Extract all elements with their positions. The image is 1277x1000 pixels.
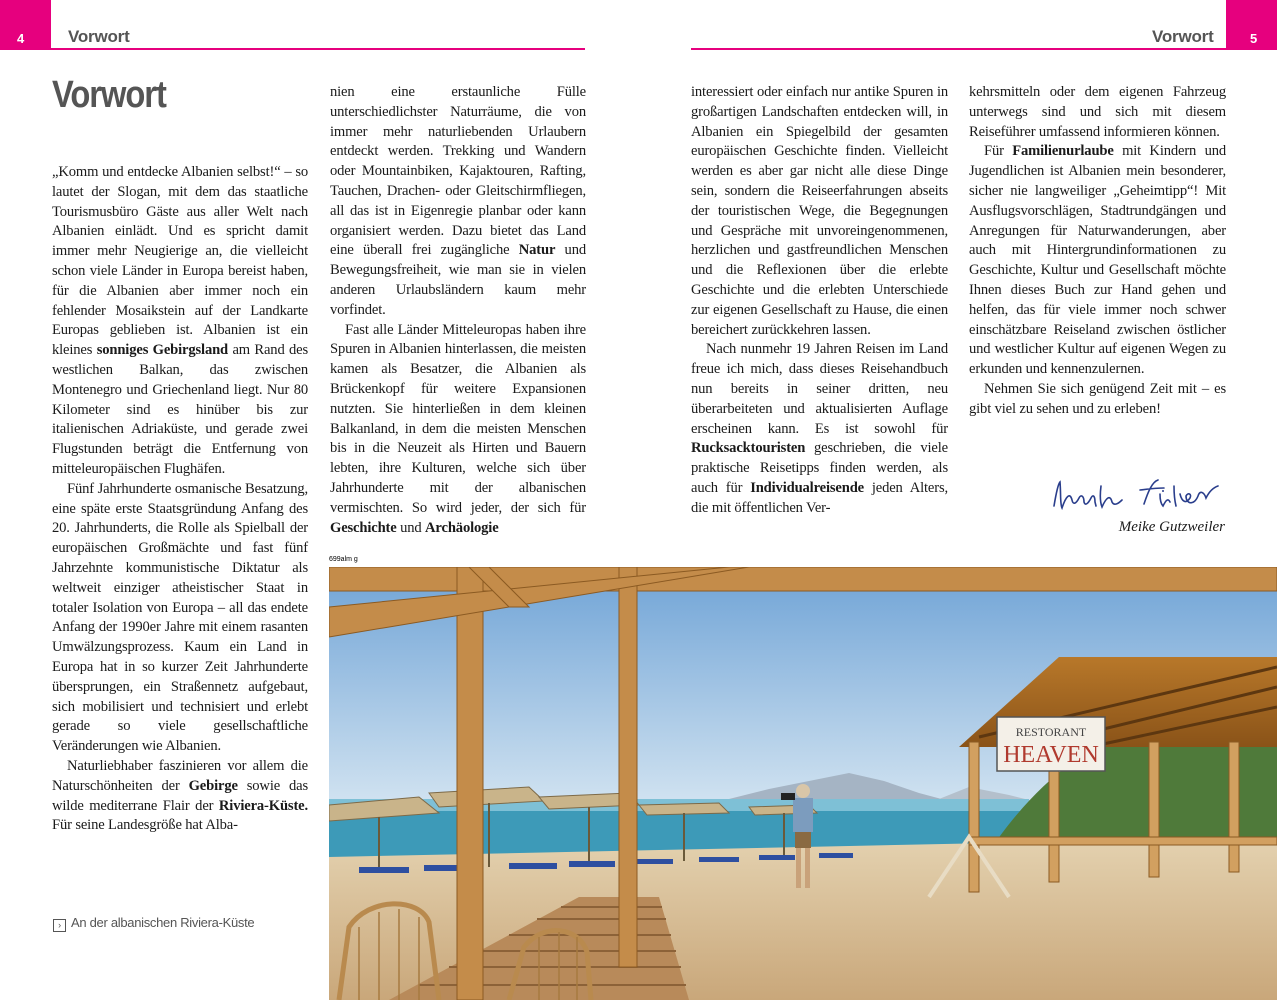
right-running-head: Vorwort <box>1152 27 1214 46</box>
paragraph: Fast alle Länder Mitteleuropas haben ihre Spuren in Albanien hinterlassen, die meisten kamen als Besatzer, die Albanien als Brückenkopf für weitere Expansionen nutzten. Sie hinterließen in dem kleinen Balkanland, in dem die meisten Menschen bis in die Neuzeit als Hirten und Bauern lebten, ihre Kulturen, welche sich über Jahrhunderte mit der albanischen vermischten. So wird jeder, der sich für Geschichte und Archäologie <box>330 321 586 536</box>
signature-image <box>1048 474 1228 516</box>
photo-credit: 699alm g <box>329 556 358 563</box>
paragraph: Fünf Jahrhunderte osmanische Besatzung, eine späte erste Staatsgründung Anfang des 20. Jahrhunderts, die Rolle als Spielball der europäischen Großmächte und fast fünf Jahrzehnte kommunistische Diktatur als weltweit einziger atheistischer Staat in totaler Isolation von Europa – all das endete Anfang der 1990er Jahre mit einem rasanten Umwälzungsprozess. Kaum ein Land in Europa hat in so kurzer Zeit Jahrhunderte übersprungen, ein Straßennetz aufgebaut, sich mobilisiert und technisiert und erlebt gerade so viele gesellschaftliche Veränderungen wie Albanien. <box>52 480 308 755</box>
beach-photo <box>329 567 1277 1000</box>
paragraph: interessiert oder einfach nur antike Spuren in großartigen Landschaften entdecken will, in Albanien ein Spiegelbild der gesamten europäischen Geschichte finden. Vielleicht werden es aber gar nicht alle diese Dinge sein, sondern die Reiseerfahrungen abseits der touristischen Wege, die Begegnungen und Gespräche mit unvoreingenommenen, herzlichen und gastfreundlichen Menschen und die Reflexionen über die erlebte Geschichte und die erlebten Unterschiede zur eigenen Gesellschaft zu Hause, die einen bereichert zurückkehren lassen. <box>691 84 948 338</box>
right-page-number: 5 <box>1250 31 1258 46</box>
left-page-number: 4 <box>17 31 25 46</box>
restaurant-sign-line2: HEAVEN <box>1003 742 1099 768</box>
author-name: Meike Gutzweiler <box>1118 519 1225 535</box>
left-page-tab <box>0 0 51 50</box>
text-column-2 <box>330 83 586 538</box>
chapter-title: Vorwort <box>52 74 166 116</box>
left-running-head: Vorwort <box>68 27 130 46</box>
photo-caption: › An der albanischen Riviera-Küste <box>53 915 254 932</box>
beach-photo-illustration <box>329 567 1277 1000</box>
paragraph: Nach nunmehr 19 Jahren Reisen im Land freue ich mich, dass dieses Reisehandbuch nun bereits in seiner dritten, neu überarbeiteten und aktualisierten Auflage erscheinen kann. Es ist sowohl für Rucksacktouristen geschrieben, die viele praktische Reisetipps finden werden, als auch für Individualreisende jeden Alters, die mit öffentlichen Ver- <box>691 341 948 516</box>
paragraph: Für Familienurlaube mit Kindern und Jugendlichen ist Albanien mein besonderer, sicher nie langweiliger „Geheimtipp“! Mit Ausflugsvorschlägen, Stadtrundgängen und Anregungen für Naturwanderungen, aber auch mit Hintergrundinformationen zu Geschichte, Kultur und Gesellschaft möchte Ihnen dieses Buch zur Hand gehen und helfen, das für viele immer noch schwer einschätzbare Reiseland zwischen östlicher und westlicher Kultur auf eigenen Wegen zu erkunden und kennenzulernen. <box>969 143 1227 378</box>
text-column-3 <box>691 83 948 519</box>
right-header-rule <box>691 48 1226 50</box>
paragraph: kehrsmitteln oder dem eigenen Fahrzeug unterwegs sind und sich mit diesem Reiseführer umfassend informieren können. <box>969 84 1226 140</box>
paragraph: nien eine erstaunliche Fülle unterschiedlichster Naturräume, die von immer mehr naturliebenden Urlaubern entdeckt werden. Trekking und Wandern oder Mountainbiken, Kajaktouren, Rafting, Tauchen, Drachen- oder Gleitschirmfliegen, all das ist in Eigenregie planbar oder kann organisiert werden. Dazu bietet das Land eine überall frei zugängliche Natur und Bewegungsfreiheit, wie man sie in vielen anderen Urlaubsländern kaum mehr vorfindet. <box>330 84 586 318</box>
text-column-1 <box>52 163 308 836</box>
left-header-rule <box>51 48 585 50</box>
text-column-4 <box>969 83 1226 420</box>
paragraph: Nehmen Sie sich genügend Zeit mit – es gibt viel zu sehen und zu erleben! <box>969 380 1226 417</box>
restaurant-sign-line1: RESTORANT <box>1015 725 1087 739</box>
paragraph: „Komm und entdecke Albanien selbst!“ – so lautet der Slogan, mit dem das staatliche Tourismusbüro Gäste aus aller Welt nach Albanien einlädt. Und es spricht damit immer mehr Neugierige an, die vielleicht schon viele Länder in Europa bereist haben, für die Albanien aber immer noch ein fehlender Mosaikstein auf der Landkarte Europas geblieben ist. Albanien ist ein kleines sonniges Gebirgsland am Rand des westlichen Balkan, das zwischen Montenegro und Griechenland liegt. Nur 80 Kilometer sind es hinüber bis zur italienischen Adriaküste, und gerade zwei Flugstunden beträgt die Entfernung von mitteleuropäischen Flughäfen. <box>52 164 309 477</box>
arrow-right-icon: › <box>53 919 66 932</box>
paragraph: Naturliebhaber faszinieren vor allem die Naturschönheiten der Gebirge sowie das wilde mediterrane Flair der Riviera-Küste. Für seine Landesgröße hat Alba- <box>52 757 308 834</box>
